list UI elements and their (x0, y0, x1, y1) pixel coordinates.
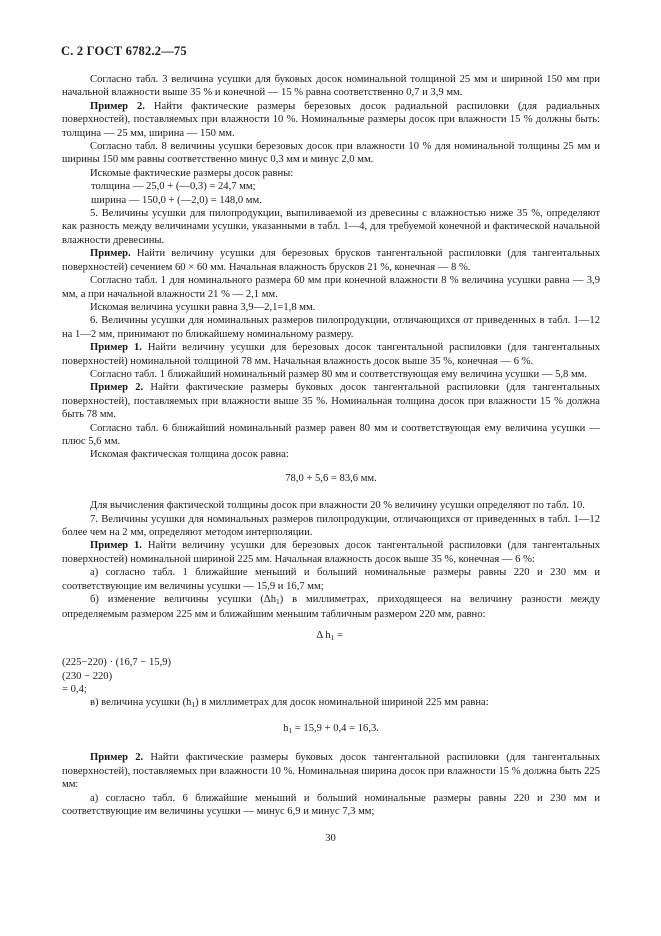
equation-equals: = (334, 629, 346, 641)
paragraph: а) согласно табл. 1 ближайшие меньший и больший номинальные размеры равны 220 и 230 мм и соответствующие им величины усушки — 15,9 и 16,7 мм; (62, 567, 600, 592)
page-header: С. 2 ГОСТ 6782.2—75 (61, 44, 187, 58)
paragraph-text: ) в миллиметрах для досок номинальной шириной 225 мм равна: (195, 697, 489, 709)
equation-lhs: Δ h (316, 629, 331, 641)
paragraph: 6. Величины усушки для номинальных размеров пилопродукции, отличающихся от приведенных в табл. 1—12 на 1—2 мм, принимают по ближайшему номинальному размеру. (62, 315, 600, 340)
example-label: Пример 1. (90, 540, 142, 552)
paragraph (62, 381, 600, 421)
paragraph (62, 593, 600, 622)
paragraph-text: б) изменение величины усушки (Δh (90, 594, 277, 606)
subscript: 1 (276, 597, 280, 607)
paragraph: а) согласно табл. 6 ближайшие меньший и больший номинальные размеры равны 220 и 230 мм и соответствующие им величины усушки — минус 6,9 и минус 7,3 мм; (62, 792, 600, 817)
paragraph-text: Найти фактические размеры березовых досок радиальной распиловки (для радиальных поверхностей), поставляемых при влажности 10 %. Номинальные размеры досок при влажности 15 % должны быть: толщина — 25 мм, ширина — 150 мм. (62, 100, 601, 139)
subscript: 1 (288, 725, 293, 735)
paragraph-text: Найти величину усушки для березовых брусков тангентальной распиловки (для тангентальных поверхностей) сечением 60 × 60 мм. Начальная влажность брусков 21 %, конечная — 8 %. (62, 248, 600, 273)
paragraph-text: ) в миллиметрах, приходящееся на величину разности между определяемым размером 225 мм и ближайшим меньшим табличным размером 220 мм, равно: (62, 594, 600, 621)
formula-line: ширина — 150,0 + (—2,0) = 148,0 мм. (91, 194, 262, 206)
paragraph: Искомые фактические размеры досок равны: (90, 167, 294, 179)
paragraph-text: Найти фактические размеры буковых досок тангентальной распиловки (для тангентальных поверхностей), поставляемых при влажности выше 35 %. Номинальная толщина досок при влажности 15 % должна быть 78 мм. (62, 382, 600, 421)
paragraph: Согласно табл. 8 величины усушки березовых досок при влажности 10 % для номинальной толщины 25 мм и ширины 150 мм равны соответственно минус 0,3 мм и минус 2,0 мм. (62, 141, 600, 166)
equation-value: = 15,9 + 0,4 = 16,3. (292, 722, 379, 734)
paragraph: Искомая величина усушки равна 3,9—2,1=1,8 мм. (90, 301, 316, 313)
paragraph-text: Найти величину усушки для березовых досок тангентальной распиловки (для тангентальных поверхностей) номинальной шириной 225 мм. Начальная влажность досок выше 35 %, конечная — 6 %: (62, 540, 601, 565)
paragraph: Согласно табл. 1 для номинального размера 60 мм при конечной влажности 8 % величина усушки равна — 3,9 мм, а при начальной влажности 21 % — 2,1 мм. (62, 275, 600, 300)
paragraph-text: Найти величину усушки для березовых досок тангентальной распиловки (для тангентальных поверхностей) номинальной толщиной 78 мм. Начальная влажность досок выше 35 %, конечная — 6 %. (62, 342, 601, 367)
fraction-numerator: (225−220) · (16,7 − 15,9) (62, 657, 172, 669)
formula-line: толщина — 25,0 + (—0,3) = 24,7 мм; (91, 181, 256, 193)
example-label: Пример 2. (90, 100, 145, 112)
example-label: Пример 2. (90, 752, 144, 764)
equation-var: h (283, 722, 289, 734)
paragraph-text: Найти фактические размеры буковых досок тангентальной распиловки (для тангентальных поверхностей), поставляемых при влажности 10 %. Номинальная ширина досок при влажности 15 % должна быть 225 мм: (62, 752, 600, 791)
equation-result (62, 722, 600, 737)
page-number: 30 (325, 833, 336, 844)
paragraph: Искомая фактическая толщина досок равна: (90, 449, 289, 461)
subscript: 1 (191, 700, 196, 710)
equation-delta (62, 629, 600, 644)
paragraph: 7. Величины усушки для номинальных размеров пилопродукции, отличающихся от приведенных в табл. 1—12 более чем на 2 мм, определяют методом интерполяции. (62, 513, 600, 538)
paragraph (62, 247, 600, 274)
paragraph-text: в) величина усушки (h (90, 697, 192, 709)
paragraph (62, 751, 600, 791)
document-body (62, 73, 600, 818)
equation-rhs: = 0,4; (62, 684, 87, 696)
paragraph: Согласно табл. 3 величина усушки для буковых досок номинальной толщиной 25 мм и шириной 150 мм при начальной влажности выше 35 % и конечной — 15 % равна соответственно 0,7 и 3,9 мм. (62, 74, 600, 99)
equation-thickness: 78,0 + 5,6 = 83,6 мм. (285, 472, 377, 484)
paragraph (62, 100, 600, 140)
example-label: Пример. (90, 248, 131, 260)
paragraph: 5. Величины усушки для пилопродукции, выпиливаемой из древесины с влажностью ниже 35 %, определяют как разность между величинами усушки, указанными в табл. 1—4, для требуемой конечной и фактической начальной влажности древесины. (62, 208, 600, 246)
paragraph (62, 539, 600, 566)
paragraph: Согласно табл. 1 ближайший номинальный размер 80 мм и соответствующая ему величина усушки — 5,8 мм. (90, 368, 588, 380)
subscript: 1 (330, 632, 335, 642)
paragraph (62, 341, 600, 368)
paragraph: Для вычисления фактической толщины досок при влажности 20 % величину усушки определяют по табл. 10. (90, 500, 585, 512)
example-label: Пример 2. (90, 382, 144, 394)
paragraph: Согласно табл. 6 ближайший номинальный размер равен 80 мм и соответствующая ему величина усушки — плюс 5,6 мм. (62, 422, 600, 447)
example-label: Пример 1. (90, 342, 142, 354)
paragraph (62, 696, 600, 711)
fraction-denominator: (230 − 220) (62, 670, 113, 682)
